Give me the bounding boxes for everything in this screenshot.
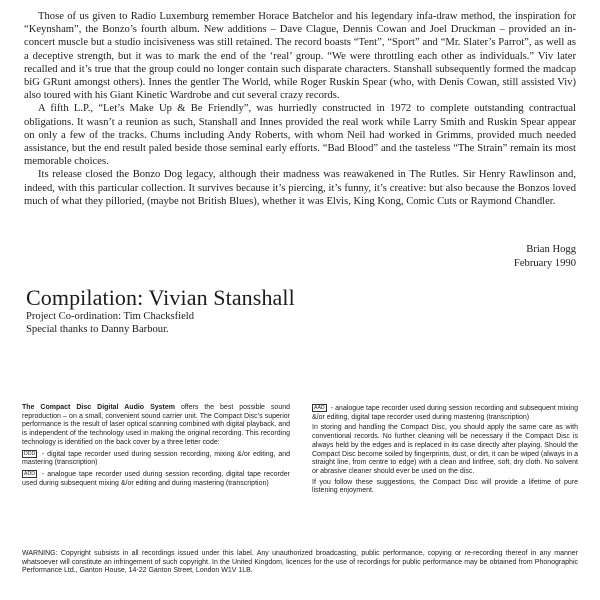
aad-text: - analogue tape recorder used during session recording and subsequent mixing &/or editing, digital tape recorder used during mastering (transcription) (312, 405, 578, 421)
compilation-credits (26, 285, 566, 336)
cd-system-description: offers the best possible sound reproduction – on a small, convenient sound carrier unit. The Compact Disc’s superior performance is the result of laser optical scanning combined with digital playback, and is independent of the technology used in making the original recording. This recording technology is identified on the back cover by a three letter code: (22, 404, 290, 446)
copyright-warning: WARNING: Copyright subsists in all recordings issued under this label. Any unauthorized broadcasting, public performance, copying or re-recording thereof in any manner whatsoever will constitute an infringement of such copyright. In the United Kingdom, licences for the use of recordings for public performance may be obtained from Phonographic Performance Ltd., Ganton House, 14-22 Ganton Street, London W1V 1LB. (22, 550, 578, 575)
ddd-text: - digital tape recorder used during session recording, mixing &/or editing, and mastering (transcription) (22, 450, 290, 467)
author-name: Brian Hogg (526, 244, 576, 255)
cd-closing-note: If you follow these suggestions, the Compact Disc will provide a lifetime of pure listening enjoyment. (312, 478, 578, 495)
essay-date: February 1990 (513, 258, 576, 269)
aad-code-badge: AAD (314, 405, 325, 411)
essay-paragraph: A fifth L.P., “Let’s Make Up & Be Friendly”, was hurriedly constructed in 1972 to complete outstanding contractual obligations. It wasn’t a reunion as such, Stanshall and Innes provided the real work while Larry Smith and Ruskin Spear appear on only a few of the tracks. Chums including Andy Roberts, with whom Neil had worked in Grimms, provided much needed assistance, but the end result paled beside those seminal early efforts. “Bad Blood” and the tasteless “The Strain” remain its most memorable choices. (24, 103, 576, 168)
aad-definition (312, 404, 578, 422)
compilation-title: Compilation: Vivian Stanshall (26, 285, 295, 310)
add-text: - analogue tape recorder used during session recording, digital tape recorder used during subsequent mixing &/or editing and during mastering (transcription) (22, 470, 290, 487)
cd-info-right-column (312, 404, 578, 498)
add-definition (22, 470, 290, 488)
cd-system-intro (22, 404, 290, 448)
essay-paragraph: Its release closed the Bonzo Dog legacy, although their madness was reawakened in The Rutles. Sir Henry Rawlinson and, indeed, with this particular collection. It survives because it’s piercing, it’s funny, it’s creative: but also because the Bonzos loved much of what they pilloried, (maybe not British Blues), whether it was Elvis, King Kong, Comic Cuts or Raymond Chandler. (24, 169, 576, 207)
special-thanks-credit: Special thanks to Danny Barbour. (26, 323, 169, 335)
essay-signature (514, 243, 576, 271)
cd-system-heading: The Compact Disc Digital Audio System (22, 404, 175, 411)
ddd-definition (22, 450, 290, 468)
cd-info-left-column (22, 404, 290, 490)
project-coordination-credit: Project Co-ordination: Tim Chacksfield (26, 311, 195, 322)
add-code-badge: ADD (24, 470, 35, 477)
cd-handling-instructions: In storing and handling the Compact Disc, you should apply the same care as with conventional records. No further cleaning will be necessary if the Compact Disc is always held by the edges and is replaced in its case directly after playing. Should the Compact Disc become soiled by fingerprints, dust, or dirt, it can be wiped (always in a straight line, from centre to edge) with a clean and lintfree, soft, dry cloth. No solvent or abrasive cleaner should ever be used on the disc. (312, 424, 578, 475)
liner-notes-essay (24, 10, 576, 208)
essay-paragraph: Those of us given to Radio Luxemburg remember Horace Batchelor and his legendary infa-draw method, the inspiration for “Keynsham”, the Bonzo’s fourth album. New additions – Dave Clague, Dennis Cowan and Joel Druckman – provided an in-concert muscle but a studio incisiveness was still retained. The record boasts “Tent”, “Sport” and “Mr. Slater’s Parrot”, as well as a deceptive strength, but it was to mark the end of the ‘real’ group. “We were throttling each other as individuals.” Viv later recalled and it’s true that the group could no longer contain such disparate characters. Stanshall subsequently formed the madcap biG GRunt amongst others). Innes the gentler The World, while Roger Ruskin Spear (who, with Denis Cowan, still assisted Viv) also toured with his Giant Kinetic Wardrobe and cut several crazy records. (24, 11, 576, 102)
ddd-code-badge: DDD (24, 450, 36, 457)
